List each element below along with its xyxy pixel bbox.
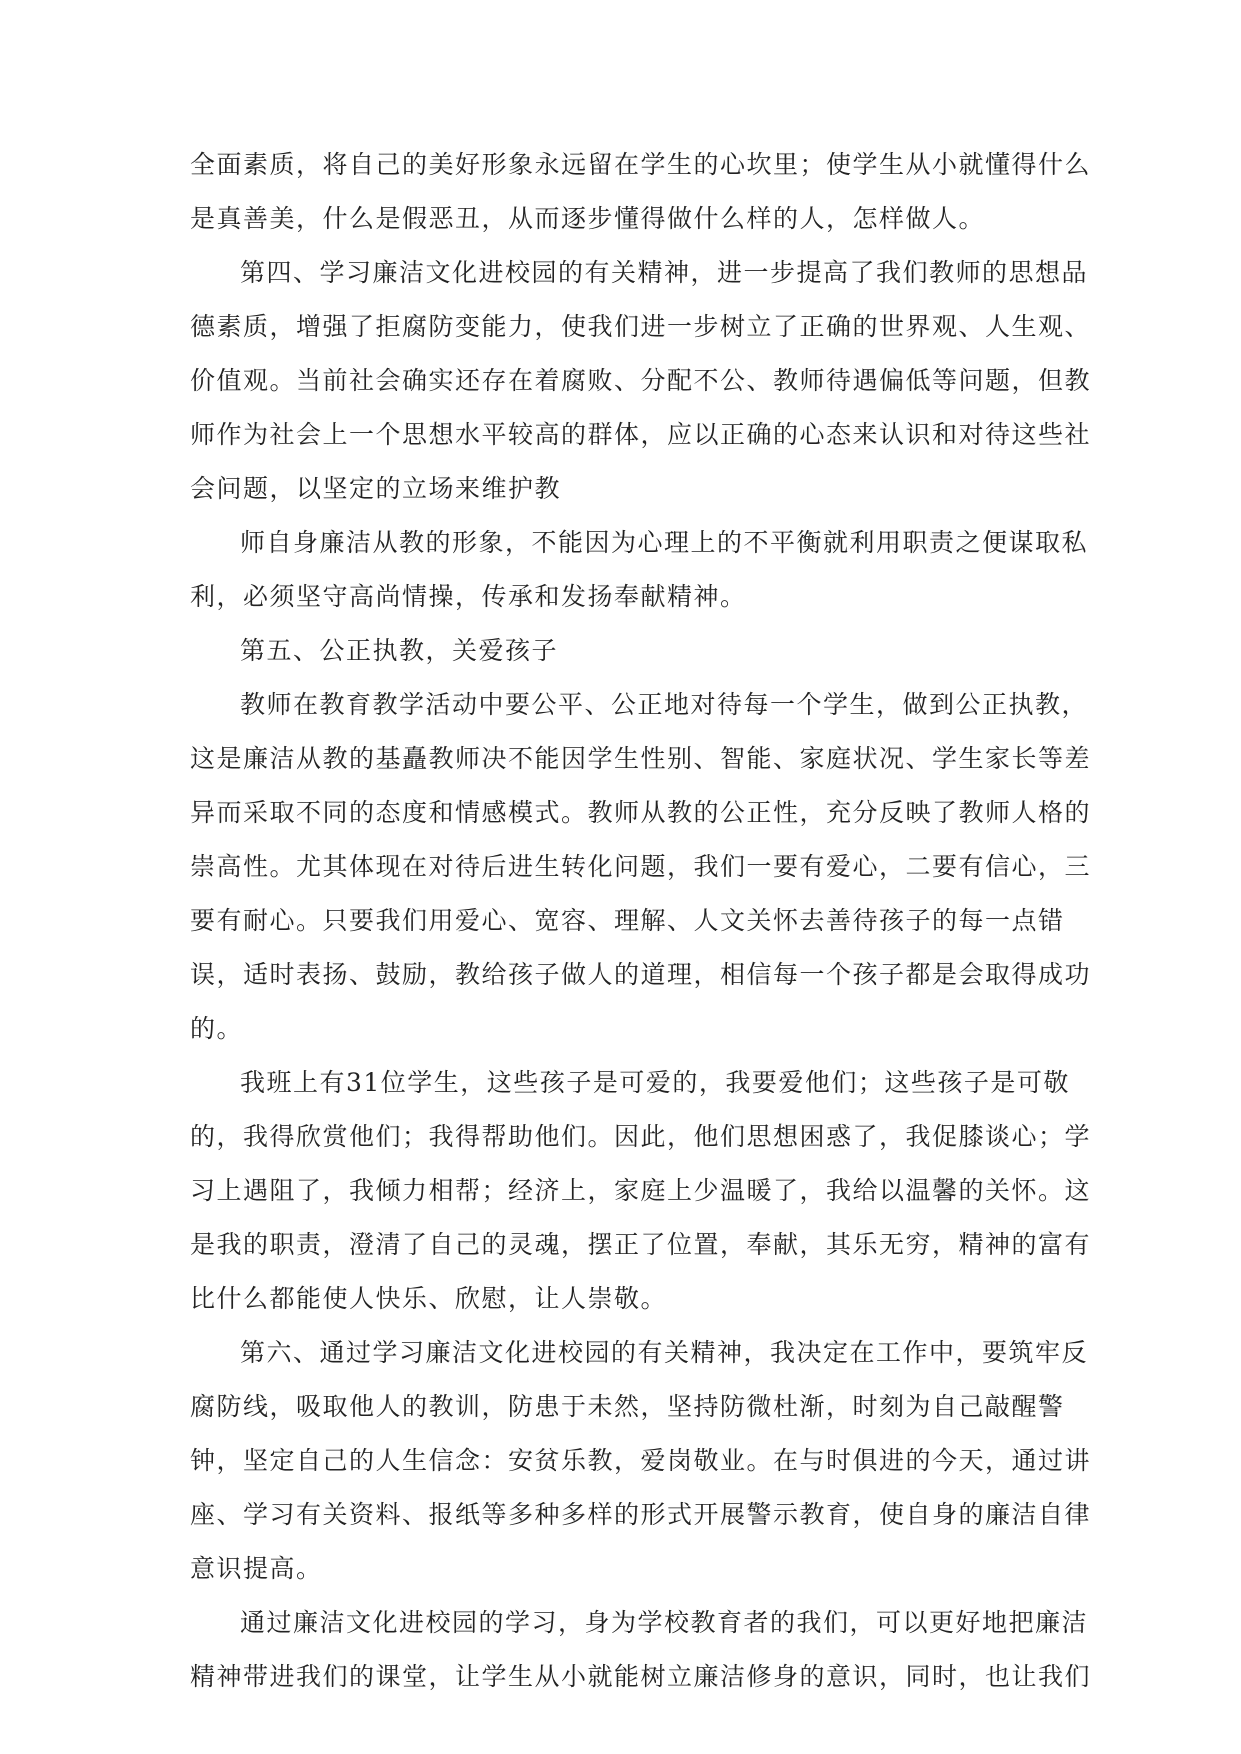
paragraph-start-line: 师自身廉洁从教的形象，不能因为心理上的不平衡就利用职责之便谋取私 [240, 528, 1089, 557]
text-line: 利，必须坚守高尚情操，传承和发扬奉献精神。 [190, 582, 747, 611]
text-line: 钟，坚定自己的人生信念：安贫乐教，爱岗敬业。在与时俱进的今天，通过讲 [190, 1446, 1092, 1475]
body-text [190, 138, 1092, 1704]
text-line: 精神带进我们的课堂，让学生从小就能树立廉洁修身的意识，同时，也让我们 [190, 1662, 1092, 1691]
text-line: 这是廉洁从教的基矗教师决不能因学生性别、智能、家庭状况、学生家长等差 [190, 744, 1092, 773]
text-line: 价值观。当前社会确实还存在着腐败、分配不公、教师待遇偏低等问题，但教 [190, 366, 1092, 395]
text-line: 师作为社会上一个思想水平较高的群体，应以正确的心态来认识和对待这些社 [190, 420, 1092, 449]
text-line: 会问题，以坚定的立场来维护教 [190, 474, 562, 503]
text-line: 崇高性。尤其体现在对待后进生转化问题，我们一要有爱心，二要有信心，三 [190, 852, 1092, 881]
paragraph-start-line: 第四、学习廉洁文化进校园的有关精神，进一步提高了我们教师的思想品 [240, 258, 1089, 287]
text-line: 要有耐心。只要我们用爱心、宽容、理解、人文关怀去善待孩子的每一点错 [190, 906, 1065, 935]
text-line: 误，适时表扬、鼓励，教给孩子做人的道理，相信每一个孩子都是会取得成功 [190, 960, 1092, 989]
text-line: 德素质，增强了拒腐防变能力，使我们进一步树立了正确的世界观、人生观、 [190, 312, 1092, 341]
text-line: 腐防线，吸取他人的教训，防患于未然，坚持防微杜渐，时刻为自己敲醒警 [190, 1392, 1065, 1421]
text-line: 的。 [190, 1014, 244, 1043]
paragraph-start-line: 我班上有31位学生，这些孩子是可爱的，我要爱他们；这些孩子是可敬 [240, 1068, 1070, 1097]
text-line: 座、学习有关资料、报纸等多种多样的形式开展警示教育，使自身的廉洁自律 [190, 1500, 1092, 1529]
section-heading: 第五、公正执教，关爱孩子 [240, 636, 559, 665]
paragraph-start-line: 教师在教育教学活动中要公平、公正地对待每一个学生，做到公正执教， [240, 690, 1089, 719]
text-line: 全面素质，将自己的美好形象永远留在学生的心坎里；使学生从小就懂得什么 [190, 150, 1092, 179]
text-line: 异而采取不同的态度和情感模式。教师从教的公正性，充分反映了教师人格的 [190, 798, 1092, 827]
text-line: 是真善美，什么是假恶丑，从而逐步懂得做什么样的人，怎样做人。 [190, 204, 986, 233]
paragraph-start-line: 第六、通过学习廉洁文化进校园的有关精神，我决定在工作中，要筑牢反 [240, 1338, 1089, 1367]
text-line: 的，我得欣赏他们；我得帮助他们。因此，他们思想困惑了，我促膝谈心；学 [190, 1122, 1092, 1151]
text-line: 意识提高。 [190, 1554, 323, 1583]
text-line: 比什么都能使人快乐、欣慰，让人崇敬。 [190, 1284, 668, 1313]
text-line: 习上遇阻了，我倾力相帮；经济上，家庭上少温暖了，我给以温馨的关怀。这 [190, 1176, 1092, 1205]
paragraph-start-line: 通过廉洁文化进校园的学习，身为学校教育者的我们，可以更好地把廉洁 [240, 1608, 1089, 1637]
text-line: 是我的职责，澄清了自己的灵魂，摆正了位置，奉献，其乐无穷，精神的富有 [190, 1230, 1092, 1259]
